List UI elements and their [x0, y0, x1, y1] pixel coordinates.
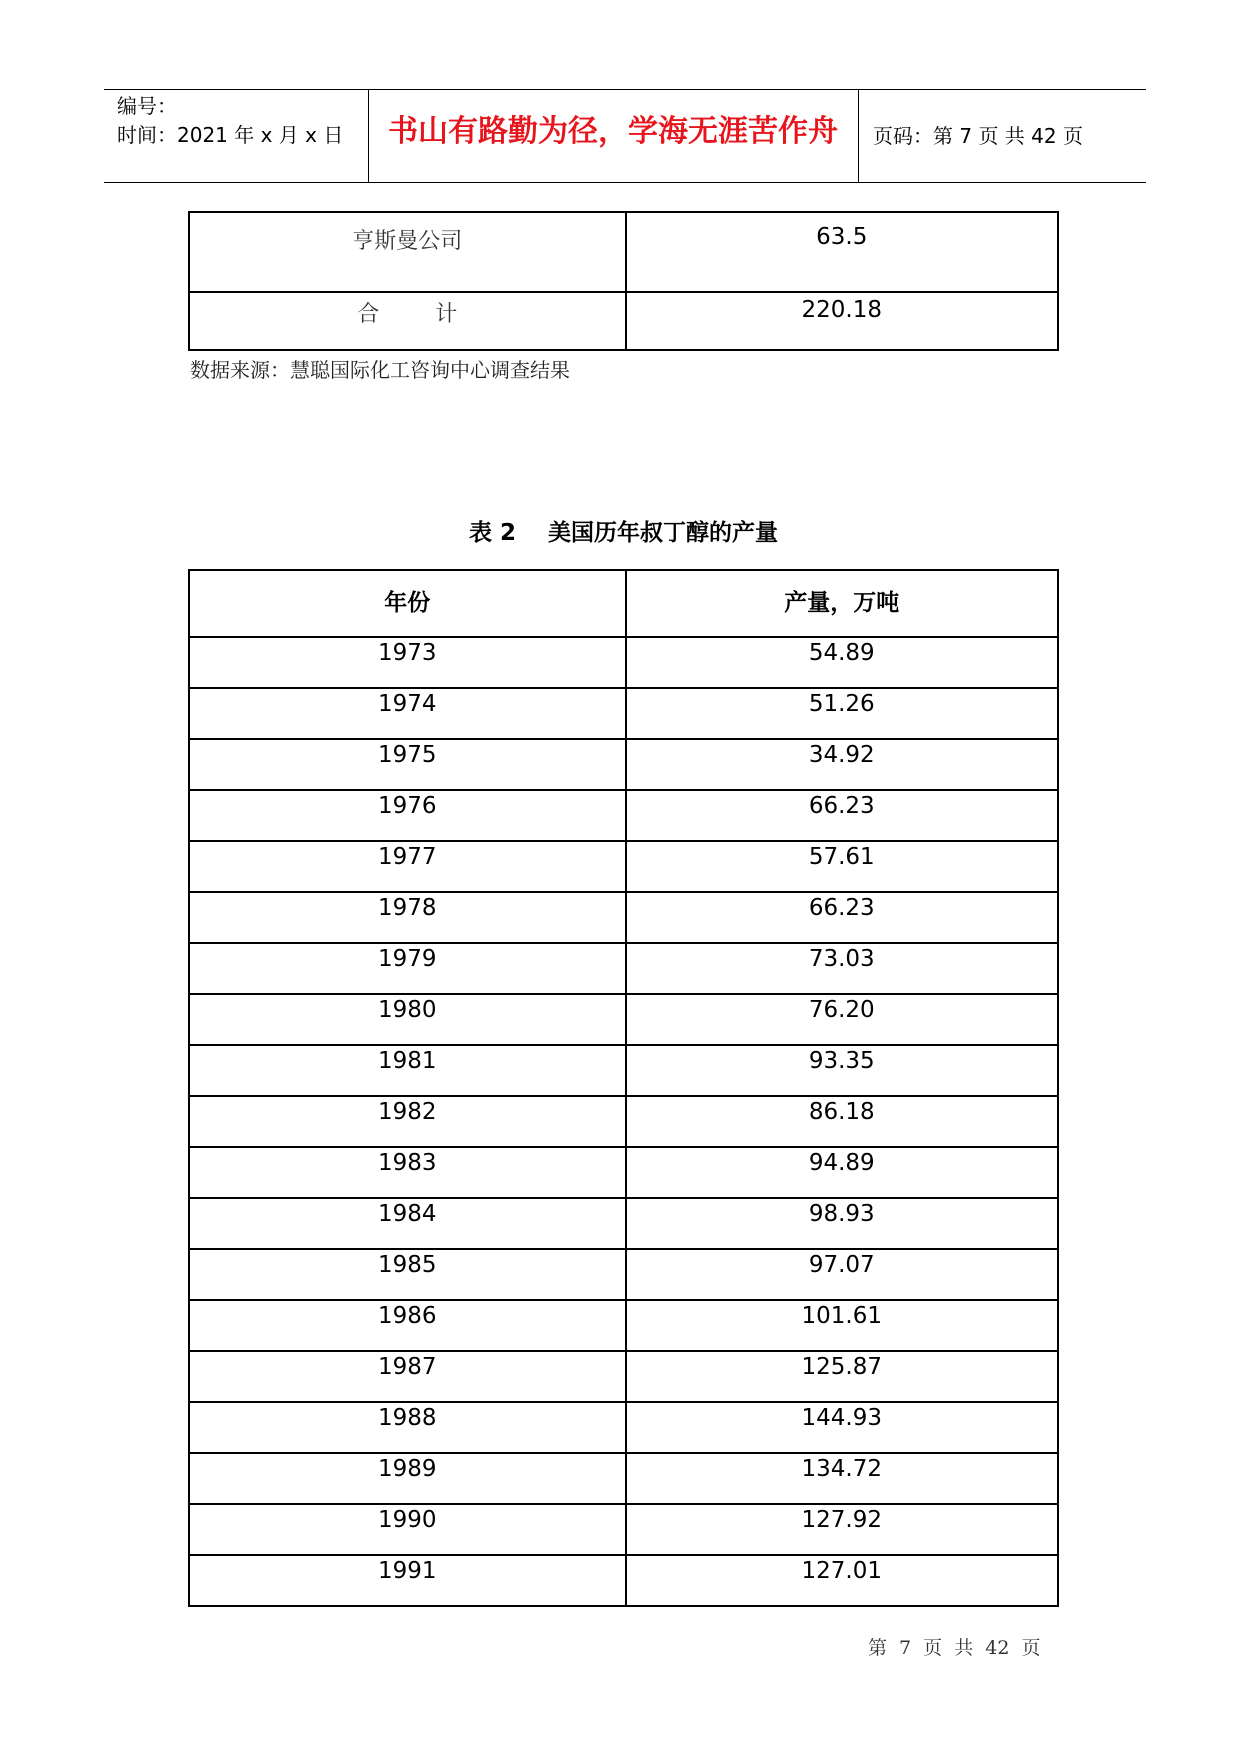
- year-cell: 1974: [189, 688, 626, 739]
- table-title: 表 2 美国历年叔丁醇的产量: [468, 520, 779, 546]
- column-header-output: 产量，万吨: [626, 570, 1059, 637]
- document-number-label: 编号：: [117, 94, 177, 118]
- table-row: [189, 1249, 1058, 1300]
- year-cell: 1976: [189, 790, 626, 841]
- table-row: [189, 1300, 1058, 1351]
- table-header-row: [189, 570, 1058, 637]
- year-cell: 1989: [189, 1453, 626, 1504]
- page-footer: 第 7 页 共 42 页: [868, 1637, 1041, 1659]
- year-cell: 1990: [189, 1504, 626, 1555]
- total-value-cell: 220.18: [626, 292, 1059, 350]
- table-row: [189, 1045, 1058, 1096]
- company-name-cell: 亨斯曼公司: [189, 212, 626, 292]
- header-motto: 书山有路勤为径，学海无涯苦作舟: [388, 114, 838, 149]
- output-cell: 93.35: [626, 1045, 1059, 1096]
- year-cell: 1980: [189, 994, 626, 1045]
- output-cell: 101.61: [626, 1300, 1059, 1351]
- table-row: [189, 1147, 1058, 1198]
- table-row: [189, 943, 1058, 994]
- year-cell: 1983: [189, 1147, 626, 1198]
- header-page-number: 页码：第 7 页 共 42 页: [873, 124, 1083, 148]
- table-row: [189, 637, 1058, 688]
- year-cell: 1986: [189, 1300, 626, 1351]
- table-total-row: [189, 292, 1058, 350]
- output-cell: 66.23: [626, 790, 1059, 841]
- year-cell: 1984: [189, 1198, 626, 1249]
- year-cell: 1985: [189, 1249, 626, 1300]
- output-cell: 51.26: [626, 688, 1059, 739]
- production-table: [188, 569, 1059, 1607]
- table-row: [189, 841, 1058, 892]
- header-meta: [117, 92, 343, 150]
- output-cell: 73.03: [626, 943, 1059, 994]
- output-cell: 86.18: [626, 1096, 1059, 1147]
- table-row: [189, 1504, 1058, 1555]
- output-cell: 134.72: [626, 1453, 1059, 1504]
- table-row: [189, 688, 1058, 739]
- document-time: 时间：2021 年 x 月 x 日: [117, 123, 344, 147]
- year-cell: 1982: [189, 1096, 626, 1147]
- table-row: [189, 994, 1058, 1045]
- output-cell: 76.20: [626, 994, 1059, 1045]
- output-cell: 144.93: [626, 1402, 1059, 1453]
- table-row: [189, 1198, 1058, 1249]
- year-cell: 1977: [189, 841, 626, 892]
- header-divider-right: [858, 89, 859, 182]
- year-cell: 1973: [189, 637, 626, 688]
- year-cell: 1981: [189, 1045, 626, 1096]
- table-row: [189, 1555, 1058, 1606]
- year-cell: 1979: [189, 943, 626, 994]
- table-row: [189, 892, 1058, 943]
- company-capacity-table: [188, 211, 1059, 351]
- header-bottom-rule: [104, 182, 1146, 183]
- output-cell: 34.92: [626, 739, 1059, 790]
- table-row: [189, 212, 1058, 292]
- output-cell: 94.89: [626, 1147, 1059, 1198]
- column-header-year: 年份: [189, 570, 626, 637]
- output-cell: 98.93: [626, 1198, 1059, 1249]
- output-cell: 127.01: [626, 1555, 1059, 1606]
- table-row: [189, 1453, 1058, 1504]
- year-cell: 1991: [189, 1555, 626, 1606]
- capacity-value-cell: 63.5: [626, 212, 1059, 292]
- output-cell: 54.89: [626, 637, 1059, 688]
- table-row: [189, 1096, 1058, 1147]
- output-cell: 66.23: [626, 892, 1059, 943]
- output-cell: 125.87: [626, 1351, 1059, 1402]
- table-row: [189, 739, 1058, 790]
- data-source-note: 数据来源：慧聪国际化工咨询中心调查结果: [190, 358, 570, 382]
- year-cell: 1978: [189, 892, 626, 943]
- table-row: [189, 790, 1058, 841]
- output-cell: 127.92: [626, 1504, 1059, 1555]
- total-label-cell: 合 计: [189, 292, 626, 350]
- year-cell: 1975: [189, 739, 626, 790]
- year-cell: 1988: [189, 1402, 626, 1453]
- output-cell: 97.07: [626, 1249, 1059, 1300]
- year-cell: 1987: [189, 1351, 626, 1402]
- table-row: [189, 1351, 1058, 1402]
- header-top-rule: [104, 89, 1146, 90]
- output-cell: 57.61: [626, 841, 1059, 892]
- table-row: [189, 1402, 1058, 1453]
